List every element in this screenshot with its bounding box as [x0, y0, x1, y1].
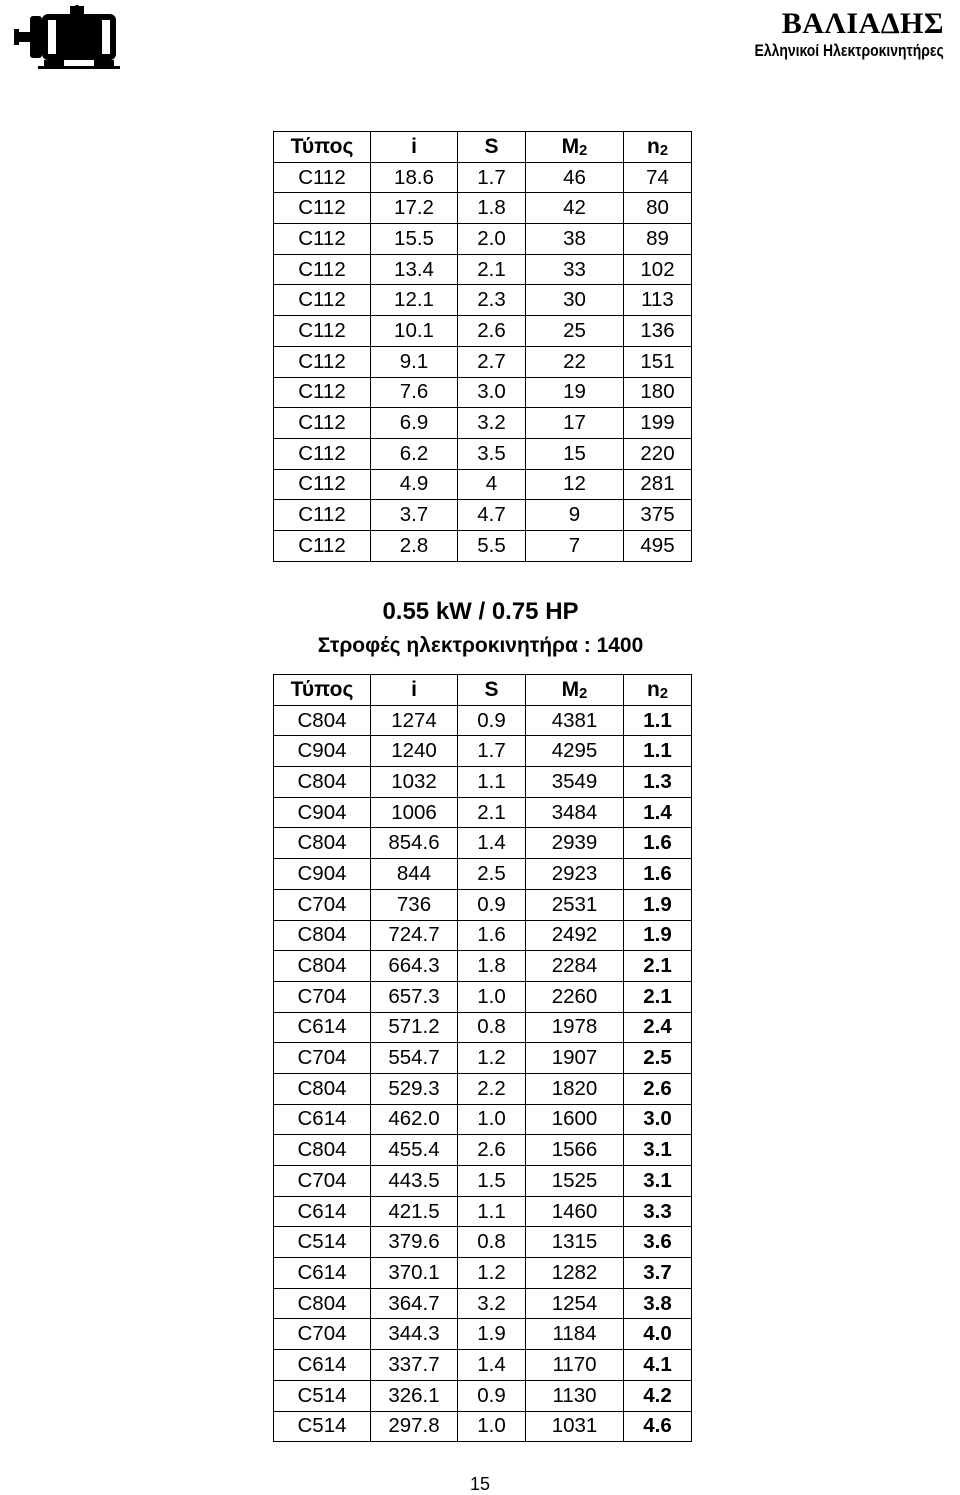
cell-s: 1.0: [458, 1411, 526, 1442]
col-header-type: Τύπος: [274, 132, 371, 163]
cell-m2: 1907: [526, 1043, 624, 1074]
cell-type: C614: [274, 1258, 371, 1289]
cell-type: C514: [274, 1380, 371, 1411]
cell-type: C112: [274, 224, 371, 255]
cell-n2: 2.1: [624, 981, 692, 1012]
cell-i: 1032: [371, 767, 458, 798]
cell-i: 854.6: [371, 828, 458, 859]
cell-type: C704: [274, 981, 371, 1012]
table-row: [274, 1380, 692, 1411]
power-rating-title: 0.55 kW / 0.75 HP: [382, 598, 579, 625]
table-row: [274, 162, 692, 193]
cell-type: C514: [274, 1227, 371, 1258]
cell-m2: 22: [526, 346, 624, 377]
table-row: [274, 1350, 692, 1381]
cell-n2: 1.9: [624, 889, 692, 920]
cell-type: C112: [274, 408, 371, 439]
table-row: [274, 285, 692, 316]
table-row: [274, 500, 692, 531]
cell-n2: 74: [624, 162, 692, 193]
cell-type: C704: [274, 889, 371, 920]
cell-m2: 3549: [526, 767, 624, 798]
brand-tagline: Ελληνικοί Ηλεκτροκινητήρες: [754, 41, 944, 60]
cell-m2: 4295: [526, 736, 624, 767]
cell-s: 1.9: [458, 1319, 526, 1350]
cell-m2: 1031: [526, 1411, 624, 1442]
cell-type: C804: [274, 920, 371, 951]
table-row: [274, 530, 692, 561]
cell-i: 529.3: [371, 1073, 458, 1104]
cell-s: 1.4: [458, 828, 526, 859]
table-row: [274, 1012, 692, 1043]
cell-i: 664.3: [371, 951, 458, 982]
cell-s: 1.5: [458, 1166, 526, 1197]
cell-m2: 2492: [526, 920, 624, 951]
cell-n2: 3.3: [624, 1196, 692, 1227]
table-row: [274, 1319, 692, 1350]
cell-i: 6.9: [371, 408, 458, 439]
brand-block: [713, 8, 944, 62]
col-header-m2: $M_2$: [526, 132, 624, 163]
table-row: [274, 797, 692, 828]
cell-m2: 7: [526, 530, 624, 561]
cell-n2: 1.9: [624, 920, 692, 951]
cell-s: 2.5: [458, 859, 526, 890]
cell-m2: 9: [526, 500, 624, 531]
cell-n2: 1.1: [624, 736, 692, 767]
table-row: [274, 889, 692, 920]
col-header-n2: $n_2$: [624, 675, 692, 706]
cell-s: 1.2: [458, 1043, 526, 1074]
cell-s: 1.7: [458, 162, 526, 193]
cell-i: 370.1: [371, 1258, 458, 1289]
cell-type: C112: [274, 316, 371, 347]
cell-type: C112: [274, 162, 371, 193]
cell-i: 297.8: [371, 1411, 458, 1442]
cell-n2: 3.7: [624, 1258, 692, 1289]
table-row: [274, 1288, 692, 1319]
cell-m2: 2531: [526, 889, 624, 920]
cell-type: C112: [274, 254, 371, 285]
cell-n2: 2.6: [624, 1073, 692, 1104]
cell-n2: 1.3: [624, 767, 692, 798]
cell-m2: 33: [526, 254, 624, 285]
cell-s: 1.1: [458, 1196, 526, 1227]
cell-s: 0.9: [458, 1380, 526, 1411]
col-header-s: S: [458, 675, 526, 706]
cell-i: 554.7: [371, 1043, 458, 1074]
cell-n2: 4.0: [624, 1319, 692, 1350]
cell-type: C614: [274, 1350, 371, 1381]
cell-s: 1.1: [458, 767, 526, 798]
cell-n2: 151: [624, 346, 692, 377]
motor-speed-subtitle: Στροφές ηλεκτροκινητήρα : 1400: [317, 634, 644, 657]
cell-i: 379.6: [371, 1227, 458, 1258]
table-row: [274, 469, 692, 500]
cell-s: 1.2: [458, 1258, 526, 1289]
cell-type: C804: [274, 1135, 371, 1166]
cell-type: C112: [274, 469, 371, 500]
table-row: [274, 193, 692, 224]
cell-i: 3.7: [371, 500, 458, 531]
cell-i: 1240: [371, 736, 458, 767]
cell-type: C804: [274, 1288, 371, 1319]
cell-n2: 80: [624, 193, 692, 224]
cell-s: 3.5: [458, 438, 526, 469]
cell-m2: 15: [526, 438, 624, 469]
table-row: [274, 981, 692, 1012]
cell-i: 10.1: [371, 316, 458, 347]
table-row: [274, 1073, 692, 1104]
cell-i: 443.5: [371, 1166, 458, 1197]
cell-s: 1.8: [458, 193, 526, 224]
cell-type: C112: [274, 346, 371, 377]
cell-s: 2.6: [458, 316, 526, 347]
cell-n2: 3.1: [624, 1166, 692, 1197]
table-row: [274, 224, 692, 255]
table-row: [274, 1258, 692, 1289]
table-row: [274, 1135, 692, 1166]
cell-s: 5.5: [458, 530, 526, 561]
cell-n2: 1.6: [624, 859, 692, 890]
cell-m2: 17: [526, 408, 624, 439]
cell-i: 1006: [371, 797, 458, 828]
cell-i: 421.5: [371, 1196, 458, 1227]
cell-m2: 12: [526, 469, 624, 500]
cell-i: 455.4: [371, 1135, 458, 1166]
cell-s: 0.8: [458, 1012, 526, 1043]
cell-n2: 375: [624, 500, 692, 531]
col-header-i: i: [371, 132, 458, 163]
cell-n2: 4.1: [624, 1350, 692, 1381]
cell-s: 0.9: [458, 705, 526, 736]
cell-m2: 1184: [526, 1319, 624, 1350]
cell-m2: 25: [526, 316, 624, 347]
cell-m2: 1315: [526, 1227, 624, 1258]
cell-i: 9.1: [371, 346, 458, 377]
cell-i: 337.7: [371, 1350, 458, 1381]
col-header-i: i: [371, 675, 458, 706]
cell-s: 2.6: [458, 1135, 526, 1166]
table-row: [274, 828, 692, 859]
cell-i: 657.3: [371, 981, 458, 1012]
cell-i: 1274: [371, 705, 458, 736]
cell-i: 344.3: [371, 1319, 458, 1350]
electric-motor-icon: [14, 4, 122, 70]
cell-s: 2.0: [458, 224, 526, 255]
cell-n2: 1.6: [624, 828, 692, 859]
cell-n2: 4.2: [624, 1380, 692, 1411]
table-row: [274, 254, 692, 285]
cell-type: C614: [274, 1104, 371, 1135]
cell-n2: 4.6: [624, 1411, 692, 1442]
cell-type: C804: [274, 951, 371, 982]
cell-n2: 2.4: [624, 1012, 692, 1043]
cell-n2: 199: [624, 408, 692, 439]
table-row: [274, 408, 692, 439]
cell-n2: 102: [624, 254, 692, 285]
cell-s: 3.0: [458, 377, 526, 408]
cell-m2: 2284: [526, 951, 624, 982]
cell-m2: 1820: [526, 1073, 624, 1104]
cell-type: C112: [274, 500, 371, 531]
table-row: [274, 316, 692, 347]
cell-i: 6.2: [371, 438, 458, 469]
table-row: [274, 438, 692, 469]
table-row: [274, 1043, 692, 1074]
table-row: [274, 1104, 692, 1135]
cell-m2: 1566: [526, 1135, 624, 1166]
cell-m2: 4381: [526, 705, 624, 736]
cell-m2: 46: [526, 162, 624, 193]
cell-m2: 1170: [526, 1350, 624, 1381]
cell-i: 4.9: [371, 469, 458, 500]
cell-m2: 2923: [526, 859, 624, 890]
cell-n2: 136: [624, 316, 692, 347]
cell-m2: 2939: [526, 828, 624, 859]
table-row: [274, 1411, 692, 1442]
cell-n2: 1.4: [624, 797, 692, 828]
cell-i: 462.0: [371, 1104, 458, 1135]
table-row: [274, 1196, 692, 1227]
table-row: [274, 377, 692, 408]
cell-s: 2.2: [458, 1073, 526, 1104]
cell-s: 1.6: [458, 920, 526, 951]
cell-s: 4: [458, 469, 526, 500]
cell-i: 17.2: [371, 193, 458, 224]
cell-type: C514: [274, 1411, 371, 1442]
cell-type: C804: [274, 705, 371, 736]
table-row: [274, 1166, 692, 1197]
page-number: 15: [469, 1474, 491, 1494]
col-header-m2: $M_2$: [526, 675, 624, 706]
cell-type: C904: [274, 797, 371, 828]
cell-n2: 1.1: [624, 705, 692, 736]
cell-n2: 3.6: [624, 1227, 692, 1258]
table-row: [274, 705, 692, 736]
brand-name: ΒΑΛΙΑΔΗΣ: [781, 7, 944, 40]
cell-type: C704: [274, 1166, 371, 1197]
cell-m2: 30: [526, 285, 624, 316]
table-header-row: [274, 132, 692, 163]
cell-s: 3.2: [458, 1288, 526, 1319]
cell-type: C804: [274, 828, 371, 859]
cell-n2: 180: [624, 377, 692, 408]
cell-type: C904: [274, 736, 371, 767]
cell-s: 2.1: [458, 254, 526, 285]
cell-type: C112: [274, 285, 371, 316]
col-header-type: Τύπος: [274, 675, 371, 706]
gearbox-table-055kw: [273, 674, 692, 1442]
cell-n2: 2.1: [624, 951, 692, 982]
cell-type: C112: [274, 438, 371, 469]
cell-m2: 1460: [526, 1196, 624, 1227]
cell-m2: 1525: [526, 1166, 624, 1197]
table-row: [274, 736, 692, 767]
cell-i: 724.7: [371, 920, 458, 951]
cell-s: 0.8: [458, 1227, 526, 1258]
cell-i: 12.1: [371, 285, 458, 316]
cell-m2: 3484: [526, 797, 624, 828]
cell-s: 4.7: [458, 500, 526, 531]
cell-n2: 220: [624, 438, 692, 469]
cell-i: 7.6: [371, 377, 458, 408]
table-row: [274, 346, 692, 377]
cell-i: 2.8: [371, 530, 458, 561]
cell-i: 364.7: [371, 1288, 458, 1319]
cell-s: 2.1: [458, 797, 526, 828]
cell-m2: 38: [526, 224, 624, 255]
cell-i: 326.1: [371, 1380, 458, 1411]
table-row: [274, 1227, 692, 1258]
cell-m2: 1254: [526, 1288, 624, 1319]
cell-type: C112: [274, 193, 371, 224]
cell-type: C904: [274, 859, 371, 890]
cell-n2: 3.0: [624, 1104, 692, 1135]
cell-s: 0.9: [458, 889, 526, 920]
col-header-s: S: [458, 132, 526, 163]
cell-s: 1.0: [458, 1104, 526, 1135]
cell-s: 2.3: [458, 285, 526, 316]
cell-m2: 1978: [526, 1012, 624, 1043]
cell-type: C112: [274, 377, 371, 408]
cell-n2: 3.1: [624, 1135, 692, 1166]
gearbox-table-c112: [273, 131, 692, 562]
cell-m2: 2260: [526, 981, 624, 1012]
table-row: [274, 767, 692, 798]
cell-n2: 2.5: [624, 1043, 692, 1074]
cell-s: 1.7: [458, 736, 526, 767]
cell-s: 1.4: [458, 1350, 526, 1381]
cell-s: 3.2: [458, 408, 526, 439]
cell-type: C704: [274, 1043, 371, 1074]
cell-type: C614: [274, 1196, 371, 1227]
cell-i: 844: [371, 859, 458, 890]
cell-type: C112: [274, 530, 371, 561]
cell-n2: 89: [624, 224, 692, 255]
cell-i: 571.2: [371, 1012, 458, 1043]
table-row: [274, 859, 692, 890]
cell-type: C804: [274, 767, 371, 798]
cell-n2: 113: [624, 285, 692, 316]
cell-m2: 19: [526, 377, 624, 408]
cell-n2: 3.8: [624, 1288, 692, 1319]
col-header-n2: $n_2$: [624, 132, 692, 163]
cell-m2: 1600: [526, 1104, 624, 1135]
cell-s: 1.0: [458, 981, 526, 1012]
cell-type: C614: [274, 1012, 371, 1043]
table-header-row: [274, 675, 692, 706]
cell-s: 1.8: [458, 951, 526, 982]
cell-m2: 42: [526, 193, 624, 224]
cell-s: 2.7: [458, 346, 526, 377]
cell-n2: 281: [624, 469, 692, 500]
cell-n2: 495: [624, 530, 692, 561]
table-row: [274, 951, 692, 982]
cell-m2: 1282: [526, 1258, 624, 1289]
cell-i: 736: [371, 889, 458, 920]
table-row: [274, 920, 692, 951]
cell-type: C804: [274, 1073, 371, 1104]
cell-i: 13.4: [371, 254, 458, 285]
cell-i: 18.6: [371, 162, 458, 193]
cell-type: C704: [274, 1319, 371, 1350]
cell-i: 15.5: [371, 224, 458, 255]
cell-m2: 1130: [526, 1380, 624, 1411]
